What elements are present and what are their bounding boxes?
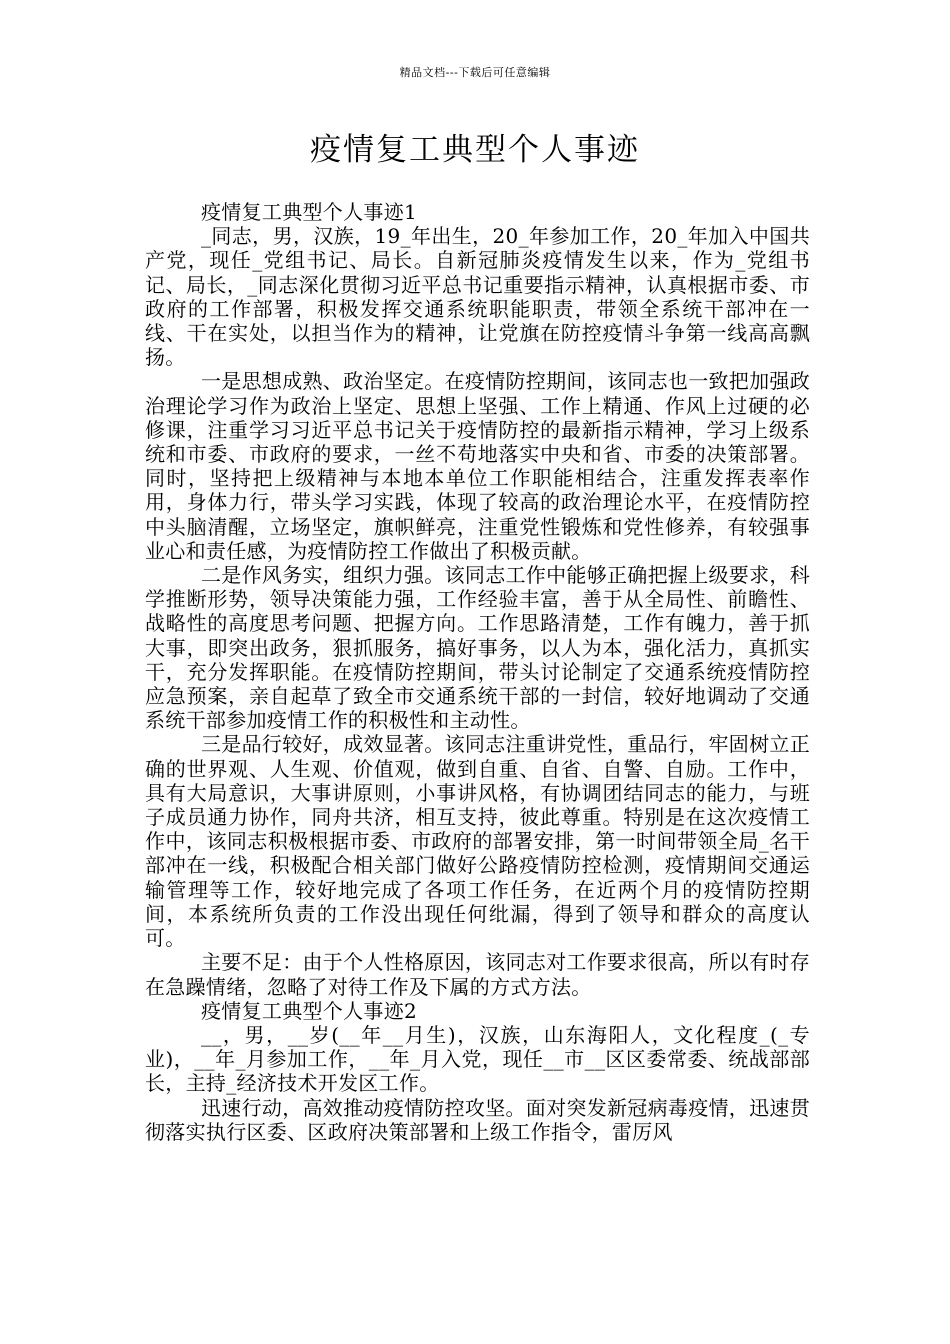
section-heading-1: 疫情复工典型个人事迹1 (201, 200, 418, 224)
paragraph-intro-2: __，男，__岁(__年__月生)，汉族，山东海阳人，文化程度_(_专业)，__年_月参加工作，__年_月入党，现任__市__区区委常委、统战部部长，主持_经济技术开发区工作。 (145, 1022, 810, 1096)
paragraph-point-2: 二是作风务实，组织力强。该同志工作中能够正确把握上级要求，科学推断形势，领导决策能力强，工作经验丰富，善于从全局性、前瞻性、战略性的高度思考问题、把握方向。工作思路清楚，工作有魄力，善于抓大事，即突出政务，狠抓服务，搞好事务，以人为本，强化活力，真抓实干，充分发挥职能。在疫情防控期间，带头讨论制定了交通系统疫情防控应急预案，亲自起草了致全市交通系统干部的一封信，较好地调动了交通系统干部参加疫情工作的积极性和主动性。 (145, 563, 810, 733)
section-heading-2: 疫情复工典型个人事迹2 (201, 998, 418, 1023)
paragraph-action-1: 迅速行动，高效推动疫情防控攻坚。面对突发新冠病毒疫情，迅速贯彻落实执行区委、区政府决策部署和上级工作指令，雷厉风 (145, 1095, 810, 1144)
page-header-note: 精品文档---下载后可任意编辑 (399, 66, 551, 79)
document-body (145, 200, 810, 1144)
paragraph-shortcoming: 主要不足：由于个人性格原因，该同志对工作要求很高，所以有时存在急躁情绪，忽略了对待工作及下属的方式方法。 (145, 950, 810, 999)
paragraph-point-1: 一是思想成熟、政治坚定。在疫情防控期间，该同志也一致把加强政治理论学习作为政治上坚定、思想上坚强、工作上精通、作风上过硬的必修课，注重学习习近平总书记关于疫情防控的最新指示精神，学习上级系统和市委、市政府的要求，一丝不苟地落实中央和省、市委的决策部署。同时，坚持把上级精神与本地本单位工作职能相结合，注重发挥表率作用，身体力行，带头学习实践，体现了较高的政治理论水平，在疫情防控中头脑清醒，立场坚定，旗帜鲜亮，注重党性锻炼和党性修养，有较强事业心和责任感，为疫情防控工作做出了积极贡献。 (145, 369, 810, 563)
paragraph-point-3: 三是品行较好，成效显著。该同志注重讲党性，重品行，牢固树立正确的世界观、人生观、价值观，做到自重、自省、自警、自励。工作中，具有大局意识，大事讲原则，小事讲风格，有协调团结同志的能力，与班子成员通力协作，同舟共济，相互支持，彼此尊重。特别是在这次疫情工作中，该同志积极根据市委、市政府的部署安排，第一时间带领全局_名干部冲在一线，积极配合相关部门做好公路疫情防控检测，疫情期间交通运输管理等工作，较好地完成了各项工作任务，在近两个月的疫情防控期间，本系统所负责的工作没出现任何纰漏，得到了领导和群众的高度认可。 (145, 732, 810, 951)
document-title: 疫情复工典型个人事迹 (310, 132, 640, 168)
paragraph-intro-1: _同志，男，汉族，19_年出生，20_年参加工作，20_年加入中国共产党，现任_党组书记、局长。自新冠肺炎疫情发生以来，作为_党组书记、局长，_同志深化贯彻习近平总书记重要指示精神，认真根据市委、市政府的工作部署，积极发挥交通系统职能职责，带领全系统干部冲在一线、干在实处，以担当作为的精神，让党旗在防控疫情斗争第一线高高飘扬。 (145, 224, 810, 370)
